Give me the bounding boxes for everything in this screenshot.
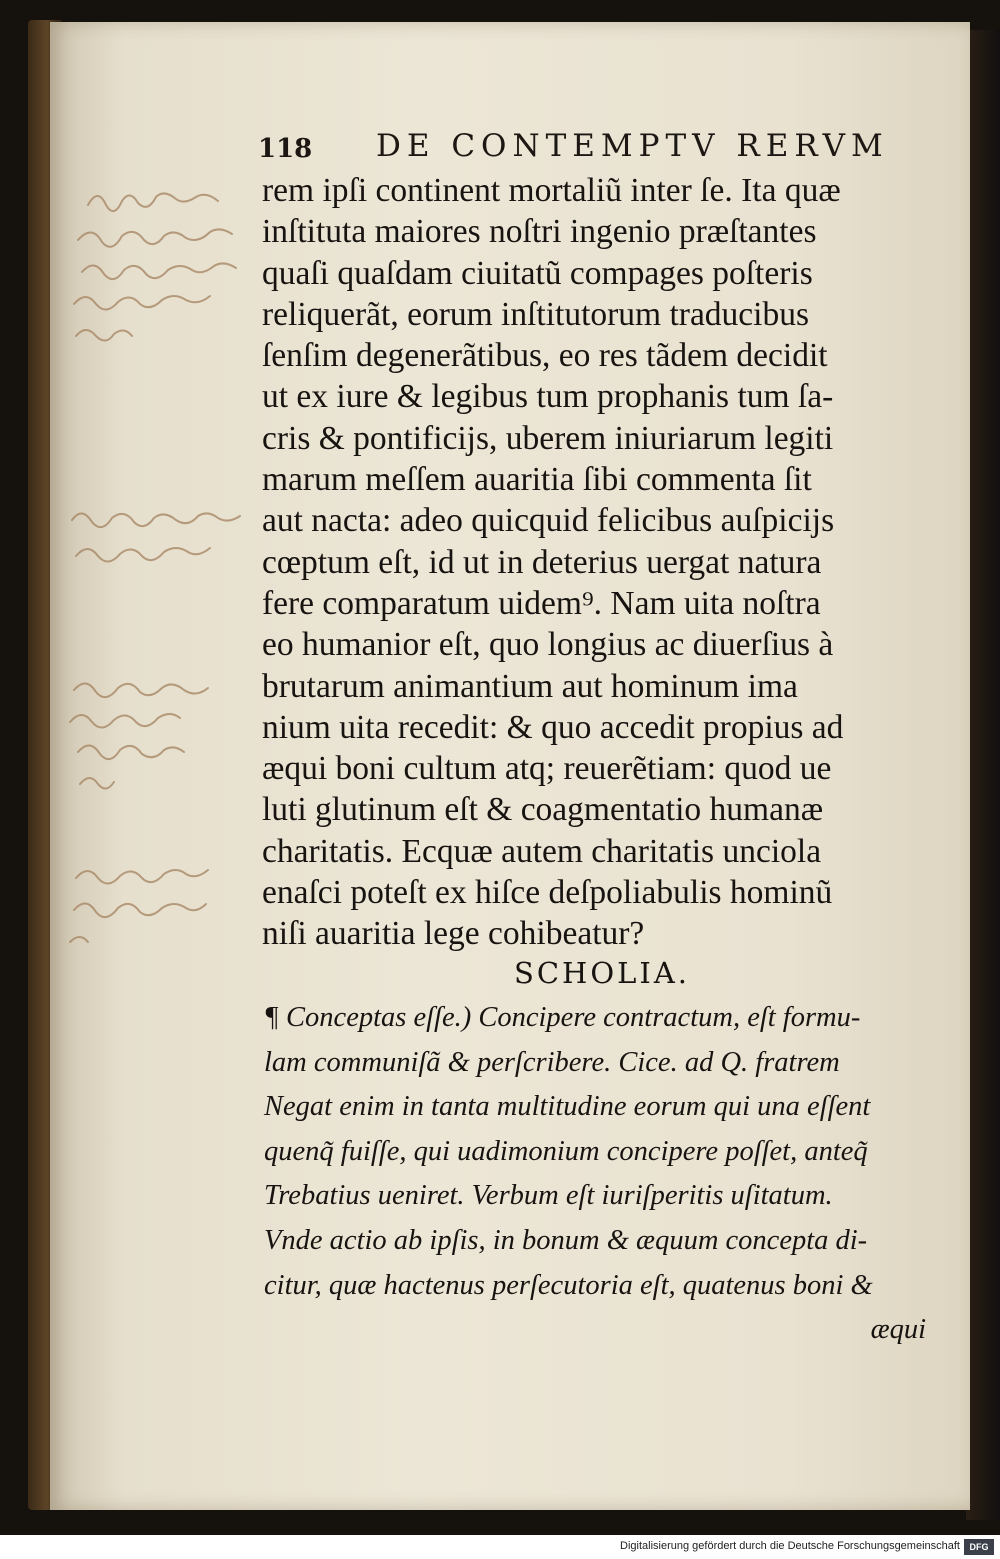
text-line: æqui boni cultum atq; reuerẽtiam: quod ue (262, 750, 832, 788)
main-text-block (262, 170, 962, 955)
dfg-logo: DFG (964, 1539, 994, 1555)
text-line: marum meſſem auaritia ſibi commenta ſit (262, 461, 812, 499)
page-number: 118 (258, 134, 313, 164)
text-line: eo humanior eſt, quo longius ac diuerſius à (262, 626, 834, 664)
scholia-line: quenq̃ fuiſſe, qui uadimonium concipere poſſet, anteq̃ (264, 1135, 868, 1167)
running-title: DE CONTEMPTV RERVM (376, 128, 889, 164)
scholia-line: Negat enim in tanta multitudine eorum qui una eſſent (264, 1091, 871, 1123)
scholia-line: citur, quæ hactenus perſecutoria eſt, quatenus boni & (264, 1269, 873, 1301)
text-line: cœptum eſt, id ut in deterius uergat natura (262, 543, 822, 581)
text-line: enaſci poteſt ex hiſce deſpoliabulis hominũ (262, 874, 833, 912)
scholia-text-block (264, 996, 964, 1353)
scholia-catchword: æqui (870, 1314, 926, 1346)
text-line: ut ex iure & legibus tum prophanis tum ſa- (262, 378, 834, 416)
scholia-line: ¶ Conceptas eſſe.) Concipere contractum, eſt formu- (264, 1002, 861, 1033)
text-line: rem ipſi continent mortaliũ inter ſe. Ita quæ (262, 172, 841, 209)
text-line: ſenſim degenerãtibus, eo res tãdem decidit (262, 337, 828, 375)
text-line: aut nacta: adeo quicquid felicibus auſpicijs (262, 502, 835, 540)
text-line: brutarum animantium aut hominum ima (262, 667, 798, 705)
text-line: niſi auaritia lege cohibeatur? (262, 915, 645, 953)
text-line: charitatis. Ecquæ autem charitatis unciola (262, 832, 822, 870)
running-head (258, 128, 918, 168)
scholia-line: lam communiſã & perſcribere. Cice. ad Q. fratrem (264, 1046, 840, 1078)
footer-credit: Digitalisierung gefördert durch die Deutsche Forschungsgemeinschaft (620, 1540, 960, 1552)
text-line: nium uita recedit: & quo accedit propius ad (262, 708, 844, 746)
text-line: inſtituta maiores noſtri ingenio præſtantes (262, 213, 817, 251)
scholia-line: Trebatius ueniret. Verbum eſt iuriſperitis uſitatum. (264, 1180, 833, 1212)
text-line: quaſi quaſdam ciuitatũ compages poſteris (262, 254, 813, 292)
scholia-line: Vnde actio ab ipſis, in bonum & æquum concepta di- (264, 1224, 868, 1256)
text-line: reliquerãt, eorum inſtitutorum traducibus (262, 295, 810, 333)
text-line: luti glutinum eſt & coagmentatio humanæ (262, 791, 824, 829)
scholia-heading: SCHOLIA. (514, 956, 690, 990)
text-line: fere comparatum uidem⁹. Nam uita noſtra (262, 584, 821, 622)
text-line: cris & pontificijs, uberem iniuriarum legiti (262, 419, 834, 457)
footer-bar (0, 1535, 1000, 1559)
